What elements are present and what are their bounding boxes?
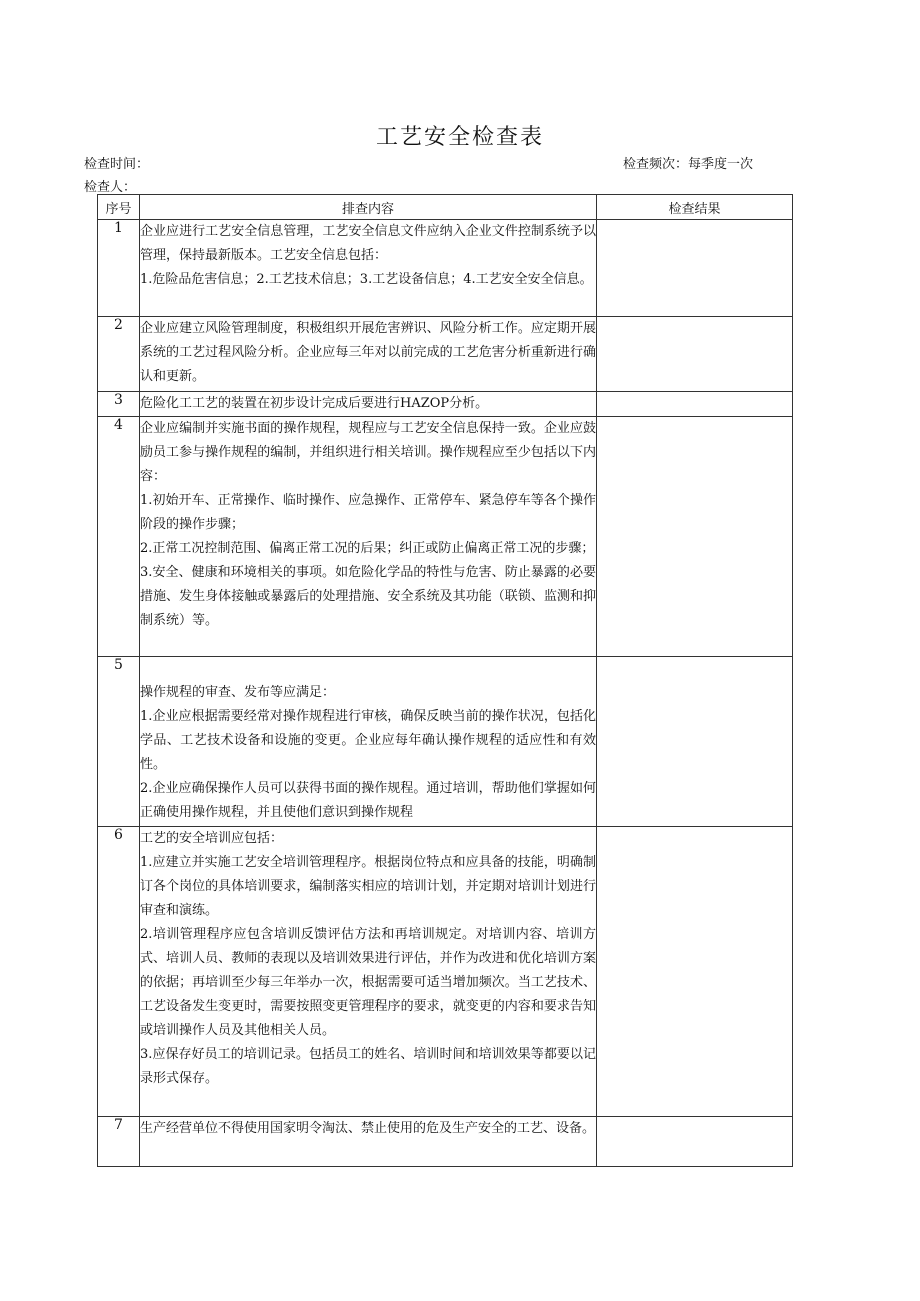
- row-content: 生产经营单位不得使用国家明令淘汰、禁止使用的危及生产安全的工艺、设备。: [140, 1117, 597, 1167]
- row-result[interactable]: [597, 392, 793, 417]
- table-row: [98, 657, 793, 827]
- row-content: 工艺的安全培训应包括： 1.应建立并实施工艺安全培训管理程序。根据岗位特点和应具备的技能，明确制订各个岗位的具体培训要求，编制落实相应的培训计划，并定期对培训计划进行审查和演练。 2.培训管理程序应包含培训反馈评估方法和再培训规定。对培训内容、培训方式、培训人员、教师的表现以及培训效果进行评估，并作为改进和优化培训方案的依据；再培训至少每三年举办一次，根据需要可适当增加频次。当工艺技术、工艺设备发生变更时，需要按照变更管理程序的要求，就变更的内容和要求告知或培训操作人员及其他相关人员。 3.应保存好员工的培训记录。包括员工的姓名、培训时间和培训效果等都要以记录形式保存。: [140, 827, 597, 1117]
- row-number: 2: [98, 317, 140, 392]
- row-content: 操作规程的审查、发布等应满足： 1.企业应根据需要经常对操作规程进行审核，确保反映当前的操作状况，包括化学品、工艺技术设备和设施的变更。企业应每年确认操作规程的适应性和有效性。 2.企业应确保操作人员可以获得书面的操作规程。通过培训，帮助他们掌握如何正确使用操作规程，并且使他们意识到操作规程: [140, 657, 597, 827]
- table-header-row: [98, 195, 793, 220]
- table-row: [98, 827, 793, 1117]
- row-number: 4: [98, 417, 140, 657]
- inspection-time-label: 检查时间：: [84, 157, 150, 172]
- row-number: 1: [98, 220, 140, 317]
- row-number: 5: [98, 657, 140, 827]
- row-number: 6: [98, 827, 140, 1117]
- table-row: [98, 417, 793, 657]
- row-number: 3: [98, 392, 140, 417]
- row-content: 企业应建立风险管理制度，积极组织开展危害辨识、风险分析工作。应定期开展系统的工艺过程风险分析。企业应每三年对以前完成的工艺危害分析重新进行确认和更新。: [140, 317, 597, 392]
- row-content: 企业应进行工艺安全信息管理，工艺安全信息文件应纳入企业文件控制系统予以管理，保持最新版本。工艺安全信息包括： 1.危险品危害信息；2.工艺技术信息；3.工艺设备信息；4.工艺安全安全信息。: [140, 220, 597, 317]
- checklist-table: [97, 194, 793, 1167]
- row-result[interactable]: [597, 657, 793, 827]
- header-content: 排查内容: [140, 195, 597, 220]
- table-row: [98, 220, 793, 317]
- table-row: [98, 392, 793, 417]
- header-number: 序号: [98, 195, 140, 220]
- row-result[interactable]: [597, 220, 793, 317]
- row-result[interactable]: [597, 317, 793, 392]
- inspector-label: 检查人：: [84, 180, 137, 195]
- header-result: 检查结果: [597, 195, 793, 220]
- table-row: [98, 1117, 793, 1167]
- row-number: 7: [98, 1117, 140, 1167]
- row-result[interactable]: [597, 1117, 793, 1167]
- row-result[interactable]: [597, 417, 793, 657]
- inspection-frequency: 检查频次：每季度一次: [623, 157, 754, 172]
- row-content: 危险化工工艺的装置在初步设计完成后要进行HAZOP分析。: [140, 392, 597, 417]
- table-row: [98, 317, 793, 392]
- page-title: 工艺安全检查表: [375, 125, 544, 150]
- row-result[interactable]: [597, 827, 793, 1117]
- row-content: 企业应编制并实施书面的操作规程，规程应与工艺安全信息保持一致。企业应鼓励员工参与操作规程的编制，并组织进行相关培训。操作规程应至少包括以下内容： 1.初始开车、正常操作、临时操作、应急操作、正常停车、紧急停车等各个操作阶段的操作步骤； 2.正常工况控制范围、偏离正常工况的后果；纠正或防止偏离正常工况的步骤； 3.安全、健康和环境相关的事项。如危险化学品的特性与危害、防止暴露的必要措施、发生身体接触或暴露后的处理措施、安全系统及其功能（联锁、监测和抑制系统）等。: [140, 417, 597, 657]
